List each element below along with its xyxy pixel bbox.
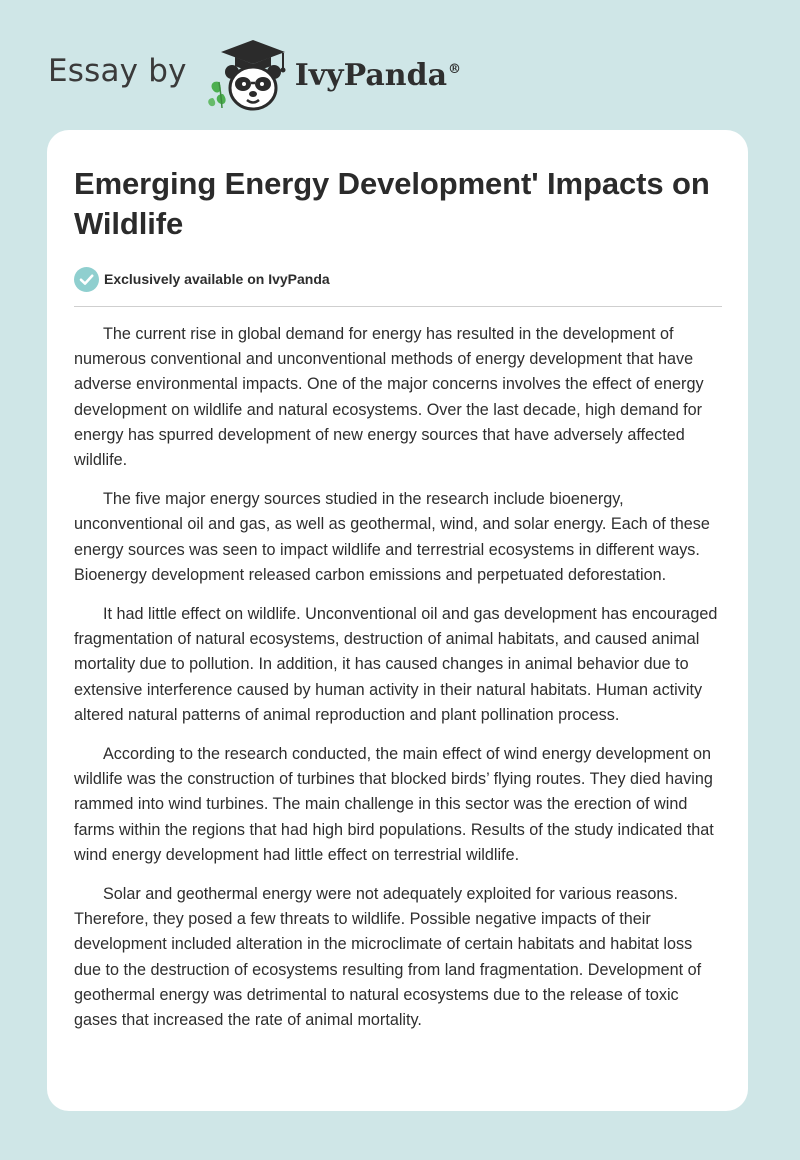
essay-body (74, 322, 722, 1033)
paragraph: Solar and geothermal energy were not adequately exploited for various reasons. Therefore, they posed a few threats to wildlife. Possible negative impacts of their development included alteration in the microclimate of certain habitats and habitat loss due to the destruction of ecosystems resulting from land fragmentation. Development of geothermal energy was detrimental to natural ecosystems due to the release of toxic gases that increased the rate of animal mortality. (74, 885, 702, 1030)
essay-by-label: Essay by (48, 53, 187, 89)
paragraph: It had little effect on wildlife. Unconventional oil and gas development has encouraged fragmentation of natural ecosystems, destruction of animal habitats, and caused animal mortality due to pollution. In addition, it has caused changes in animal behavior due to extensive interference caused by human activity in their natural habitats. Human activity altered natural patterns of animal reproduction and plant pollination process. (74, 605, 718, 724)
brand-name[interactable] (295, 58, 461, 93)
page-title: Emerging Energy Development' Impacts on Wildlife (74, 166, 710, 241)
registered-mark: ® (448, 61, 462, 77)
paragraph: The current rise in global demand for energy has resulted in the development of numerous conventional and unconventional methods of energy development that have adverse environmental impacts. One of the major concerns involves the effect of energy development on wildlife and natural ecosystems. Over the last decade, high demand for energy has spurred development of new energy sources that have adversely affected wildlife. (74, 325, 704, 470)
panda-logo-icon[interactable] (205, 36, 291, 112)
brand-label: IvyPanda (294, 57, 448, 93)
exclusive-badge (74, 266, 722, 292)
paragraph: According to the research conducted, the main effect of wind energy development on wildlife was the construction of turbines that blocked birds’ flying routes. They died having rammed into wind turbines. The main challenge in this sector was the erection of wind farms within the regions that had high bird populations. Results of the study indicated that wind energy development had little effect on terrestrial wildlife. (74, 745, 714, 864)
paragraph: The five major energy sources studied in the research include bioenergy, unconventional oil and gas, as well as geothermal, wind, and solar energy. Each of these energy sources was seen to impact wildlife and terrestrial ecosystems in different ways. Bioenergy development released carbon emissions and perpetuated deforestation. (74, 490, 710, 584)
site-header (48, 36, 461, 112)
exclusive-label: Exclusively available on IvyPanda (104, 271, 330, 287)
essay-card (47, 130, 748, 1111)
divider (74, 306, 722, 307)
check-circle-icon (74, 267, 99, 292)
